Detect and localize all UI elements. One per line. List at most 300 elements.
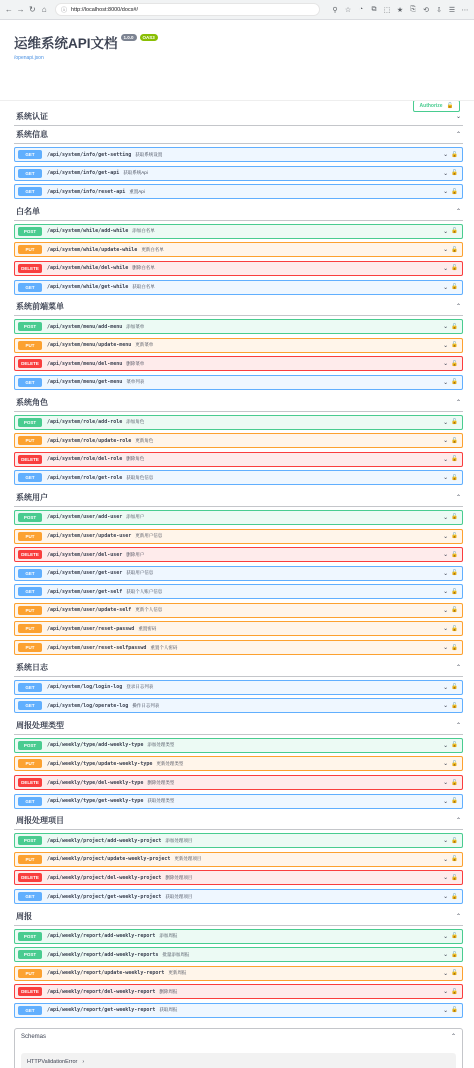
reload-icon[interactable]: ↻ — [29, 5, 36, 14]
operation-path: /api/weekly/report/get-weekly-report — [47, 1007, 156, 1014]
operation-controls — [443, 456, 458, 463]
operation-summary: 删除处理类型 — [147, 779, 175, 785]
operation-path: /api/system/role/add-role — [47, 419, 123, 426]
tag-title: 白名单 — [16, 206, 40, 216]
tag-header[interactable] — [14, 108, 463, 126]
lock-icon[interactable]: 🔓 — [451, 228, 458, 235]
operation-summary: 重置密码 — [138, 625, 157, 631]
chevron-up-icon[interactable]: ⌃ — [455, 399, 461, 406]
lock-icon[interactable]: 🔓 — [451, 551, 458, 558]
toolbar-icon[interactable]: ⚲ — [332, 6, 338, 14]
operation-row[interactable] — [14, 529, 463, 544]
operation-group — [14, 507, 463, 655]
operation-path: /api/system/while/add-while — [47, 228, 129, 235]
lock-icon[interactable]: 🔓 — [451, 419, 458, 426]
tag-header[interactable] — [14, 394, 463, 412]
chevron-down-icon[interactable]: ⌄ — [443, 265, 449, 272]
method-badge: POST — [18, 513, 42, 522]
operation-row[interactable] — [14, 984, 463, 999]
method-badge: POST — [18, 932, 42, 941]
operation-row[interactable] — [14, 584, 463, 599]
operation-row[interactable] — [14, 147, 463, 162]
browser-toolbar — [0, 0, 474, 20]
operation-controls — [443, 360, 458, 367]
chevron-down-icon[interactable]: ⌄ — [443, 989, 449, 996]
chevron-down-icon[interactable]: ⌄ — [443, 798, 449, 805]
operation-summary: 更新周报 — [168, 970, 187, 976]
operation-controls — [443, 625, 458, 632]
operation-controls — [443, 798, 458, 805]
lock-icon[interactable]: 🔓 — [451, 874, 458, 881]
schemas-header[interactable] — [21, 1029, 456, 1045]
lock-icon[interactable]: 🔓 — [451, 284, 458, 291]
method-badge: PUT — [18, 341, 42, 350]
method-badge: DELETE — [18, 778, 42, 787]
operation-path: /api/system/while/del-while — [47, 265, 129, 272]
operation-path: /api/system/user/update-self — [47, 607, 132, 614]
method-badge: POST — [18, 741, 42, 750]
chevron-down-icon[interactable]: ⌄ — [443, 856, 449, 863]
operation-controls — [443, 570, 458, 577]
tag-header[interactable] — [14, 489, 463, 507]
chevron-up-icon[interactable]: ⌃ — [455, 208, 461, 215]
chevron-down-icon[interactable]: ⌄ — [443, 456, 449, 463]
operation-path: /api/system/log/operate-log — [47, 702, 129, 709]
chevron-down-icon[interactable]: ⌄ — [443, 607, 449, 614]
operation-controls — [443, 742, 458, 749]
chevron-up-icon[interactable]: ⌃ — [455, 913, 461, 920]
lock-icon[interactable]: 🔓 — [451, 742, 458, 749]
tag-header[interactable] — [14, 812, 463, 830]
lock-icon[interactable]: 🔓 — [451, 684, 458, 691]
chevron-down-icon[interactable]: ⌄ — [443, 684, 449, 691]
method-badge: PUT — [18, 759, 42, 768]
method-badge: PUT — [18, 624, 42, 633]
method-badge: PUT — [18, 855, 42, 864]
lock-icon[interactable]: 🔓 — [451, 951, 458, 958]
chevron-down-icon[interactable]: ⌄ — [443, 189, 449, 196]
method-badge: GET — [18, 892, 42, 901]
operation-row[interactable] — [14, 775, 463, 790]
operation-row[interactable] — [14, 547, 463, 562]
chevron-up-icon[interactable]: ⌃ — [455, 304, 461, 311]
operation-controls — [443, 951, 458, 958]
tag-section — [14, 126, 463, 199]
chevron-down-icon[interactable]: ⌄ — [443, 952, 449, 959]
method-badge: GET — [18, 683, 42, 692]
tag-title: 系统日志 — [16, 662, 48, 672]
chevron-down-icon[interactable]: ⌄ — [443, 379, 449, 386]
lock-icon[interactable]: 🔓 — [451, 379, 458, 386]
version-badge: 1.0.0 — [121, 34, 137, 41]
operation-controls — [443, 342, 458, 349]
lock-icon[interactable]: 🔓 — [451, 151, 458, 158]
operation-path: /api/weekly/project/update-weekly-project — [47, 856, 171, 863]
operation-summary: 重置个人密码 — [150, 644, 178, 650]
openapi-json-link[interactable]: /openapi.json — [14, 55, 44, 61]
method-badge: GET — [18, 283, 42, 292]
chevron-down-icon[interactable]: ⌄ — [443, 152, 449, 158]
operation-controls — [443, 551, 458, 558]
lock-icon[interactable]: 🔓 — [451, 588, 458, 595]
chevron-down-icon[interactable]: ⌄ — [455, 114, 461, 120]
chevron-down-icon[interactable]: ⌄ — [443, 703, 449, 710]
lock-icon[interactable]: 🔓 — [451, 702, 458, 709]
schema-model[interactable] — [21, 1053, 456, 1068]
chevron-down-icon[interactable]: ⌄ — [443, 933, 449, 940]
operation-row[interactable] — [14, 833, 463, 848]
chevron-down-icon[interactable]: ⌄ — [443, 324, 449, 331]
operation-path: /api/weekly/type/add-weekly-type — [47, 742, 144, 749]
operation-path: /api/system/user/get-self — [47, 588, 123, 595]
operation-controls — [443, 437, 458, 444]
lock-icon[interactable]: 🔓 — [451, 533, 458, 539]
operation-controls — [443, 837, 458, 844]
operation-path: /api/weekly/type/get-weekly-type — [47, 798, 144, 805]
toolbar-icon[interactable]: ★ — [396, 6, 404, 14]
operation-path: /api/weekly/report/update-weekly-report — [47, 970, 165, 977]
back-icon[interactable]: ← — [4, 5, 13, 14]
operation-path: /api/system/info/get-api — [47, 170, 120, 177]
tag-section — [14, 203, 463, 295]
method-badge: GET — [18, 1006, 42, 1015]
operation-path: /api/system/user/get-user — [47, 570, 123, 577]
chevron-down-icon[interactable]: ⌄ — [443, 361, 449, 368]
operation-row[interactable] — [14, 929, 463, 944]
chevron-up-icon[interactable]: ⌃ — [455, 494, 461, 501]
operation-controls — [443, 607, 458, 614]
method-badge: GET — [18, 473, 42, 482]
tag-section — [14, 908, 463, 1018]
operation-row[interactable] — [14, 433, 463, 448]
method-badge: DELETE — [18, 550, 42, 559]
chevron-down-icon[interactable]: ⌄ — [443, 475, 449, 482]
tag-header[interactable] — [14, 126, 463, 144]
operation-path: /api/system/info/reset-api — [47, 188, 126, 195]
operation-row[interactable] — [14, 242, 463, 257]
operation-path: /api/weekly/type/del-weekly-type — [47, 779, 144, 786]
lock-icon[interactable]: 🔓 — [451, 170, 458, 177]
chevron-down-icon[interactable]: ⌄ — [443, 552, 449, 559]
operation-summary: 删除周报 — [159, 988, 178, 994]
operation-path: /api/system/role/del-role — [47, 456, 123, 463]
operation-summary: 获取系统设置 — [135, 151, 163, 157]
operation-controls — [443, 988, 458, 995]
operation-controls — [443, 893, 458, 900]
operation-summary: 删除用户 — [126, 551, 145, 557]
method-badge: PUT — [18, 245, 42, 254]
tag-title: 系统用户 — [16, 492, 48, 502]
chevron-down-icon[interactable]: ⌄ — [443, 533, 449, 540]
operation-controls — [443, 284, 458, 291]
operation-row[interactable] — [14, 280, 463, 295]
chevron-down-icon[interactable]: ⌄ — [443, 170, 449, 177]
operation-summary: 更新处理项目 — [174, 856, 202, 862]
chevron-down-icon[interactable]: ⌄ — [443, 589, 449, 596]
operation-group — [14, 221, 463, 295]
operation-row[interactable] — [14, 356, 463, 371]
operation-row[interactable] — [14, 224, 463, 239]
toolbar-icon[interactable]: ⟲ — [423, 6, 429, 14]
lock-icon[interactable]: 🔓 — [451, 246, 458, 253]
lock-icon[interactable]: 🔓 — [451, 607, 458, 614]
chevron-up-icon[interactable]: ⌃ — [455, 818, 461, 825]
lock-icon[interactable]: 🔓 — [451, 265, 458, 272]
operation-path: /api/system/info/get-setting — [47, 151, 132, 158]
operation-summary: 获取角色信息 — [126, 474, 154, 480]
operation-path: /api/system/user/del-user — [47, 551, 123, 558]
chevron-down-icon[interactable]: ⌄ — [443, 626, 449, 633]
operation-summary: 更新处理类型 — [156, 760, 184, 766]
tag-section — [14, 394, 463, 486]
chevron-down-icon[interactable]: ⌄ — [443, 1007, 449, 1014]
operation-summary: 获取系统Api — [123, 170, 148, 176]
operation-path: /api/system/while/get-while — [47, 284, 129, 291]
operation-row[interactable] — [14, 738, 463, 753]
operation-row[interactable] — [14, 319, 463, 334]
operations-list — [14, 108, 463, 1068]
operation-summary: 更新角色 — [135, 437, 154, 443]
method-badge: GET — [18, 378, 42, 387]
operation-group — [14, 677, 463, 714]
chevron-down-icon[interactable]: ⌄ — [443, 645, 449, 652]
tag-header[interactable] — [14, 659, 463, 677]
operation-summary: 更新白名单 — [141, 246, 164, 252]
operation-group — [14, 412, 463, 486]
lock-icon[interactable]: 🔓 — [451, 342, 458, 349]
lock-icon[interactable]: 🔓 — [451, 188, 458, 195]
header-divider — [0, 100, 474, 101]
operation-summary: 重置Api — [129, 188, 145, 194]
tag-title: 系统前端菜单 — [16, 302, 64, 312]
operation-group — [14, 735, 463, 809]
operation-path: /api/system/user/add-user — [47, 514, 123, 521]
method-badge: PUT — [18, 606, 42, 615]
operation-summary: 添加白名单 — [132, 228, 155, 234]
operation-controls — [443, 856, 458, 863]
operation-path: /api/system/user/update-user — [47, 533, 132, 539]
method-badge: GET — [18, 169, 42, 178]
operation-summary: 获取个人账户信息 — [126, 588, 163, 594]
lock-icon[interactable]: 🔓 — [451, 570, 458, 577]
operation-path: /api/system/while/update-while — [47, 246, 138, 253]
operation-summary: 添加处理类型 — [147, 742, 175, 748]
chevron-down-icon[interactable]: ⌄ — [443, 838, 449, 845]
schemas-section — [14, 1028, 463, 1068]
lock-icon[interactable]: 🔓 — [451, 933, 458, 940]
operation-row[interactable] — [14, 375, 463, 390]
tag-title: 周报 — [16, 911, 32, 921]
chevron-down-icon[interactable]: ⌄ — [443, 228, 449, 235]
operation-controls — [443, 228, 458, 235]
toolbar-icon[interactable]: ☰ — [448, 6, 456, 14]
tag-header[interactable] — [14, 908, 463, 926]
operation-row[interactable] — [14, 889, 463, 904]
method-badge: GET — [18, 587, 42, 596]
toolbar-icon[interactable]: ⬚ — [383, 6, 391, 14]
chevron-up-icon[interactable]: ⌃ — [455, 664, 461, 671]
operation-row[interactable] — [14, 338, 463, 353]
lock-icon[interactable]: 🔓 — [451, 1007, 458, 1014]
lock-icon[interactable]: 🔓 — [451, 323, 458, 330]
chevron-down-icon[interactable]: ⌄ — [443, 342, 449, 349]
chevron-down-icon[interactable]: ⌄ — [443, 742, 449, 749]
operation-controls — [443, 970, 458, 977]
lock-icon[interactable]: 🔓 — [451, 644, 458, 651]
lock-icon[interactable]: 🔓 — [451, 514, 458, 521]
operation-row[interactable] — [14, 698, 463, 713]
tag-header[interactable] — [14, 717, 463, 735]
operation-row[interactable] — [14, 680, 463, 695]
home-icon[interactable]: ⌂ — [41, 5, 47, 14]
tag-header[interactable] — [14, 298, 463, 316]
method-badge: GET — [18, 150, 42, 159]
operation-path: /api/weekly/project/add-weekly-project — [47, 837, 162, 844]
operation-path: /api/system/menu/get-menu — [47, 379, 123, 386]
unlock-icon: 🔓 — [446, 103, 454, 109]
authorize-label: Authorize — [419, 103, 443, 109]
operation-controls — [443, 323, 458, 330]
tag-section — [14, 489, 463, 655]
method-badge: POST — [18, 322, 42, 331]
lock-icon[interactable]: 🔓 — [451, 474, 458, 481]
url-text[interactable]: http://localhost:8000/docs#/ — [71, 6, 138, 13]
toolbar-icon[interactable]: ☆ — [344, 6, 352, 14]
method-badge: POST — [18, 836, 42, 845]
lock-icon[interactable]: 🔓 — [451, 360, 458, 367]
tag-title: 系统信息 — [16, 130, 48, 139]
method-badge: GET — [18, 187, 42, 196]
operation-summary: 更新菜单 — [135, 342, 154, 348]
lock-icon[interactable]: 🔓 — [451, 456, 458, 463]
method-badge: POST — [18, 418, 42, 427]
operation-summary: 添加角色 — [126, 419, 145, 425]
method-badge: PUT — [18, 969, 42, 978]
operation-summary: 获取白名单 — [132, 284, 155, 290]
operation-summary: 删除菜单 — [126, 360, 145, 366]
operation-controls — [443, 874, 458, 881]
lock-icon[interactable]: 🔓 — [451, 779, 458, 786]
chevron-down-icon[interactable]: ⌄ — [443, 894, 449, 900]
page-title: 运维系统API文档 — [14, 36, 118, 51]
operation-row[interactable] — [14, 640, 463, 655]
chevron-down-icon[interactable]: ⌄ — [443, 875, 449, 882]
lock-icon[interactable]: 🔓 — [451, 893, 458, 900]
lock-icon[interactable]: 🔓 — [451, 856, 458, 863]
operation-row[interactable] — [14, 566, 463, 581]
method-badge: PUT — [18, 532, 42, 541]
chevron-down-icon[interactable]: ⌄ — [443, 419, 449, 426]
operation-row[interactable] — [14, 870, 463, 885]
operation-row[interactable] — [14, 756, 463, 771]
toolbar-icon[interactable]: ⧉ — [371, 5, 377, 13]
lock-icon[interactable]: 🔓 — [451, 437, 458, 444]
operation-row[interactable] — [14, 415, 463, 430]
operation-summary: 添加处理项目 — [165, 837, 193, 843]
chevron-down-icon[interactable]: ⌄ — [443, 761, 449, 768]
operation-row[interactable] — [14, 852, 463, 867]
operation-summary: 批量添加周报 — [162, 951, 190, 957]
operation-path: /api/weekly/report/del-weekly-report — [47, 988, 156, 995]
operation-group — [14, 926, 463, 1018]
operation-path: /api/system/role/update-role — [47, 437, 132, 444]
chevron-down-icon[interactable]: ⌄ — [443, 438, 449, 445]
tag-header[interactable] — [14, 203, 463, 221]
method-badge: DELETE — [18, 264, 42, 273]
chevron-up-icon[interactable]: ⌃ — [450, 1034, 456, 1041]
operation-controls — [443, 684, 458, 691]
tag-section — [14, 659, 463, 714]
operation-row[interactable] — [14, 261, 463, 276]
operation-row[interactable] — [14, 184, 463, 199]
operation-row[interactable] — [14, 510, 463, 525]
operation-controls — [443, 379, 458, 386]
toolbar-icon[interactable]: ⎘ — [410, 5, 416, 13]
toolbar-icon[interactable]: ◔ — [358, 6, 364, 13]
chevron-down-icon[interactable]: ⌄ — [443, 570, 449, 577]
lock-icon[interactable]: 🔓 — [451, 625, 458, 632]
lock-icon[interactable]: 🔓 — [451, 837, 458, 844]
address-bar[interactable] — [55, 3, 320, 16]
method-badge: PUT — [18, 436, 42, 445]
chevron-down-icon[interactable]: ⌄ — [443, 284, 449, 291]
lock-icon[interactable]: 🔓 — [451, 970, 458, 977]
tag-section — [14, 717, 463, 809]
operation-row[interactable] — [14, 947, 463, 962]
chevron-up-icon[interactable]: ⌃ — [455, 722, 461, 729]
operation-path: /api/system/menu/del-menu — [47, 360, 123, 367]
operation-controls — [443, 644, 458, 651]
operation-row[interactable] — [14, 1003, 463, 1018]
chevron-down-icon[interactable]: ⌄ — [443, 780, 449, 787]
operation-controls — [443, 151, 458, 158]
operation-row[interactable] — [14, 794, 463, 809]
method-badge: DELETE — [18, 987, 42, 996]
operation-controls — [443, 702, 458, 709]
operation-row[interactable] — [14, 966, 463, 981]
operation-summary: 获取用户信息 — [126, 570, 154, 576]
oas-badge: OAS3 — [140, 34, 158, 41]
operation-row[interactable] — [14, 621, 463, 636]
method-badge: GET — [18, 797, 42, 806]
operation-row[interactable] — [14, 166, 463, 181]
operation-row[interactable] — [14, 603, 463, 618]
operation-group — [14, 830, 463, 904]
method-badge: POST — [18, 227, 42, 236]
forward-icon[interactable]: → — [16, 5, 25, 14]
operation-controls — [443, 170, 458, 177]
chevron-down-icon[interactable]: ⌄ — [443, 247, 449, 254]
operation-controls — [443, 1007, 458, 1014]
site-info-icon[interactable]: ⓘ — [61, 8, 68, 14]
operation-path: /api/system/log/login-log — [47, 684, 123, 691]
operation-controls — [443, 246, 458, 253]
chevron-down-icon[interactable]: ⌄ — [443, 514, 449, 521]
toolbar-icon[interactable]: ⋯ — [461, 6, 469, 14]
chevron-up-icon[interactable]: ⌃ — [455, 132, 461, 138]
operation-row[interactable] — [14, 452, 463, 467]
operation-path: /api/system/user/reset-selfpasswd — [47, 644, 147, 651]
lock-icon[interactable]: 🔓 — [451, 760, 458, 767]
operation-path: /api/system/menu/add-menu — [47, 323, 123, 330]
toolbar-icon[interactable]: ⇩ — [436, 6, 442, 14]
operation-controls — [443, 514, 458, 521]
operation-row[interactable] — [14, 470, 463, 485]
operation-controls — [443, 188, 458, 195]
chevron-down-icon[interactable]: ⌄ — [443, 970, 449, 977]
lock-icon[interactable]: 🔓 — [451, 798, 458, 805]
lock-icon[interactable]: 🔓 — [451, 988, 458, 995]
